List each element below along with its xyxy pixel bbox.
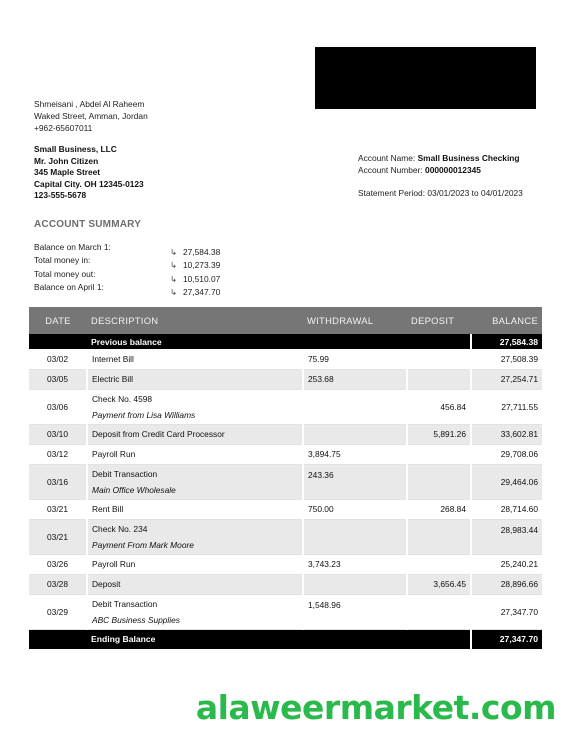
row-withdrawal: 3,743.23 [303, 554, 407, 574]
table-header-row [29, 307, 542, 334]
previous-balance-label: Previous balance [87, 334, 303, 349]
row-date: 03/26 [29, 554, 87, 574]
account-name-value: Small Business Checking [417, 153, 520, 163]
row-deposit [407, 554, 471, 574]
row-balance: 27,508.39 [471, 349, 542, 369]
summary-value-row [170, 259, 220, 272]
return-arrow-icon: ↳ [170, 273, 178, 284]
row-deposit: 268.84 [407, 499, 471, 519]
row-date: 03/28 [29, 574, 87, 594]
row-deposit: 456.84 [407, 389, 471, 424]
previous-balance-row [29, 334, 542, 349]
row-withdrawal: 3,894.75 [303, 444, 407, 464]
table-row [29, 574, 542, 594]
row-deposit [407, 464, 471, 499]
account-number-row [358, 164, 523, 176]
row-description-detail: ABC Business Supplies [92, 614, 180, 625]
bank-address [34, 98, 148, 134]
row-date: 03/10 [29, 424, 87, 444]
customer-phone: 123-555-5678 [34, 190, 87, 201]
bank-phone: +962-65607011 [34, 123, 93, 133]
row-description: Internet Bill [87, 349, 303, 369]
account-number-value: 000000012345 [425, 165, 481, 175]
row-description-cell [87, 519, 303, 554]
table-row [29, 369, 542, 389]
table-row [29, 464, 542, 499]
customer-city: Capital City. OH 12345-0123 [34, 178, 144, 189]
summary-values [170, 246, 220, 300]
previous-balance-value: 27,584.38 [471, 334, 542, 349]
row-deposit: 5,891.26 [407, 424, 471, 444]
table-row [29, 424, 542, 444]
row-date: 03/21 [29, 499, 87, 519]
table-row [29, 389, 542, 424]
table-row [29, 594, 542, 629]
account-number-label: Account Number: [358, 165, 423, 175]
row-balance: 27,254.71 [471, 369, 542, 389]
summary-value-row [170, 246, 220, 259]
row-date: 03/05 [29, 369, 87, 389]
row-balance: 27,347.70 [471, 594, 542, 629]
table-row [29, 499, 542, 519]
row-description: Electric Bill [87, 369, 303, 389]
customer-street: 345 Maple Street [34, 167, 101, 178]
row-description-detail: Payment from Lisa Williams [92, 409, 196, 420]
row-date: 03/12 [29, 444, 87, 464]
ending-balance-label: Ending Balance [87, 629, 303, 649]
statement-period-value: 03/01/2023 to 04/01/2023 [427, 188, 523, 198]
summary-value: 27,347.70 [183, 287, 221, 298]
account-name-label: Account Name: [358, 153, 416, 163]
customer-company: Small Business, LLC [34, 144, 117, 154]
return-arrow-icon: ↳ [170, 287, 178, 298]
row-withdrawal: 1,548.96 [303, 594, 407, 629]
row-withdrawal: 75.99 [303, 349, 407, 369]
row-description-cell [87, 464, 303, 499]
header-deposit: DEPOSIT [407, 307, 471, 334]
redacted-logo-block [315, 47, 536, 109]
summary-label: Total money in: [34, 255, 91, 266]
row-description: Debit Transaction [92, 598, 158, 609]
row-date: 03/16 [29, 464, 87, 499]
statement-period-label: Statement Period: [358, 188, 426, 198]
row-deposit [407, 349, 471, 369]
row-description: Deposit [87, 574, 303, 594]
row-balance: 29,464.06 [471, 464, 542, 499]
row-date: 03/29 [29, 594, 87, 629]
statement-period-row [358, 187, 523, 199]
summary-labels [34, 241, 111, 295]
return-arrow-icon: ↳ [170, 260, 178, 271]
header-withdrawal: WITHDRAWAL [303, 307, 407, 334]
row-description: Check No. 234 [92, 523, 148, 534]
summary-value: 10,273.39 [183, 260, 221, 271]
account-info [358, 152, 523, 199]
summary-label: Balance on April 1: [34, 282, 104, 293]
row-deposit: 3,656.45 [407, 574, 471, 594]
summary-value-row [170, 273, 220, 286]
row-date: 03/06 [29, 389, 87, 424]
row-description: Payroll Run [87, 444, 303, 464]
row-description-cell [87, 389, 303, 424]
header-balance: BALANCE [471, 307, 542, 334]
row-description: Debit Transaction [92, 468, 158, 479]
summary-label: Balance on March 1: [34, 242, 111, 252]
row-date: 03/21 [29, 519, 87, 554]
row-balance: 27,711.55 [471, 389, 542, 424]
row-withdrawal [303, 519, 407, 554]
row-withdrawal: 243.36 [303, 464, 407, 499]
row-withdrawal [303, 574, 407, 594]
row-description-detail: Payment From Mark Moore [92, 539, 194, 550]
summary-value: 10,510.07 [183, 273, 221, 284]
transactions-table [29, 307, 542, 649]
ending-balance-row [29, 629, 542, 649]
bank-address-line: Waked Street, Amman, Jordan [34, 111, 148, 121]
row-balance: 28,714.60 [471, 499, 542, 519]
row-balance: 33,602.81 [471, 424, 542, 444]
table-row [29, 519, 542, 554]
row-withdrawal [303, 424, 407, 444]
row-description: Payroll Run [87, 554, 303, 574]
row-balance: 25,240.21 [471, 554, 542, 574]
customer-address [34, 144, 144, 202]
ending-balance-value: 27,347.70 [471, 629, 542, 649]
watermark: alaweermarket.com [195, 688, 556, 727]
row-deposit [407, 444, 471, 464]
customer-name: Mr. John Citizen [34, 155, 99, 166]
row-balance: 28,896.66 [471, 574, 542, 594]
account-summary-title: ACCOUNT SUMMARY [34, 219, 142, 230]
summary-label: Total money out: [34, 268, 96, 279]
row-balance: 28,983.44 [471, 519, 542, 554]
row-withdrawal: 253.68 [303, 369, 407, 389]
header-date: DATE [29, 307, 87, 334]
return-arrow-icon: ↳ [170, 247, 178, 257]
table-row [29, 349, 542, 369]
row-date: 03/02 [29, 349, 87, 369]
row-balance: 29,708.06 [471, 444, 542, 464]
summary-value-row [170, 286, 220, 299]
row-deposit [407, 594, 471, 629]
table-row [29, 554, 542, 574]
row-description-cell [87, 594, 303, 629]
summary-value: 27,584.38 [183, 247, 221, 257]
row-deposit [407, 519, 471, 554]
row-description: Rent Bill [87, 499, 303, 519]
row-description: Check No. 4598 [92, 393, 153, 404]
account-name-row [358, 152, 523, 164]
table-row [29, 444, 542, 464]
row-withdrawal: 750.00 [303, 499, 407, 519]
row-description: Deposit from Credit Card Processor [87, 424, 303, 444]
row-deposit [407, 369, 471, 389]
row-description-detail: Main Office Wholesale [92, 484, 176, 495]
header-description: DESCRIPTION [87, 307, 303, 334]
bank-address-line: Shmeisani , Abdel Al Raheem [34, 99, 145, 109]
row-withdrawal [303, 389, 407, 424]
